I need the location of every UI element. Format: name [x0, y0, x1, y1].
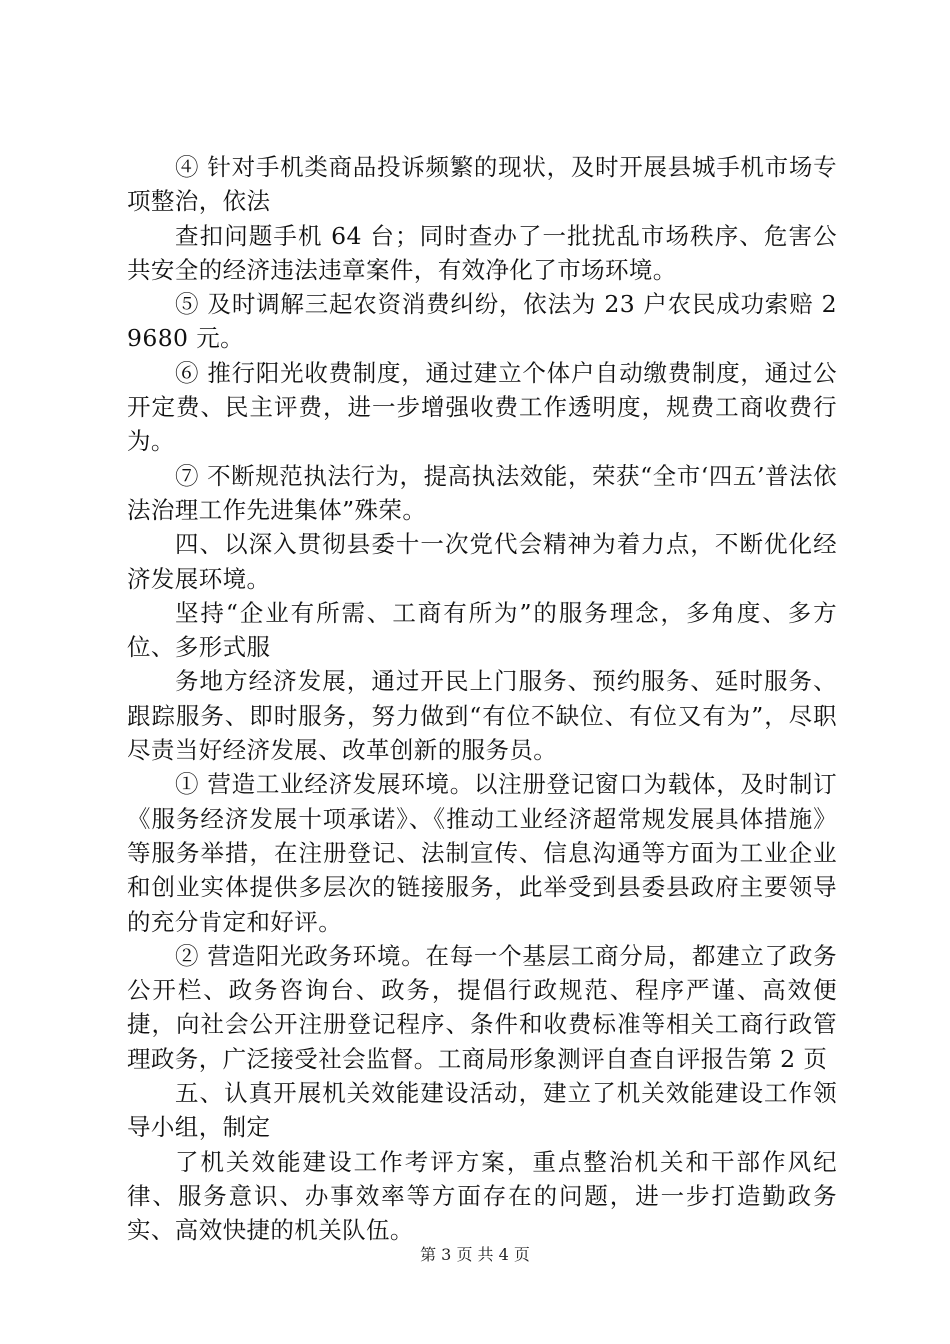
paragraph-11: 五、认真开展机关效能建设活动，建立了机关效能建设工作领导小组，制定: [127, 1079, 837, 1142]
paragraph-10: ② 营造阳光政务环境。在每一个基层工商分局，都建立了政务公开栏、政务咨询台、政务，提倡行政规范、程序严谨、高效便捷，向社会公开注册登记程序、条件和收费标准等相关工商行政管理政务，广泛接受社会监督。工商局形象测评自查自评报告第 2 页: [127, 941, 837, 1073]
paragraph-12: 了机关效能建设工作考评方案，重点整治机关和干部作风纪律、服务意识、办事效率等方面存在的问题，进一步打造勤政务实、高效快捷的机关队伍。: [127, 1147, 837, 1245]
paragraph-6: 四、以深入贯彻县委十一次党代会精神为着力点，不断优化经济发展环境。: [127, 530, 837, 593]
paragraph-7: 坚持“企业有所需、工商有所为”的服务理念，多角度、多方位、多形式服: [127, 598, 837, 662]
page-number-footer: 第 3 页 共 4 页: [420, 1245, 530, 1264]
document-body: [127, 150, 837, 1248]
paragraph-4: ⑥ 推行阳光收费制度，通过建立个体户自动缴费制度，通过公开定费、民主评费，进一步增强收费工作透明度，规费工商收费行为。: [127, 358, 837, 456]
paragraph-8: 务地方经济发展，通过开民上门服务、预约服务、延时服务、跟踪服务、即时服务，努力做到“有位不缺位、有位又有为”，尽职尽责当好经济发展、改革创新的服务员。: [127, 667, 837, 765]
paragraph-2: 查扣问题手机 64 台；同时查办了一批扰乱市场秩序、危害公共安全的经济违法违章案件，有效净化了市场环境。: [127, 221, 837, 284]
paragraph-9: ① 营造工业经济发展环境。以注册登记窗口为载体，及时制订《服务经济发展十项承诺》、《推动工业经济超常规发展具体措施》等服务举措，在注册登记、法制宣传、信息沟通等方面为工业企业和创业实体提供多层次的链接服务，此举受到县委县政府主要领导的充分肯定和好评。: [127, 770, 837, 936]
paragraph-5: ⑦ 不断规范执法行为，提高执法效能，荣获“全市‘四五’普法依法治理工作先进集体”殊荣。: [127, 461, 837, 524]
paragraph-3: ⑤ 及时调解三起农资消费纠纷，依法为 23 户农民成功索赔 29680 元。: [127, 290, 837, 353]
paragraph-1: ④ 针对手机类商品投诉频繁的现状，及时开展县城手机市场专项整治，依法: [127, 153, 837, 216]
